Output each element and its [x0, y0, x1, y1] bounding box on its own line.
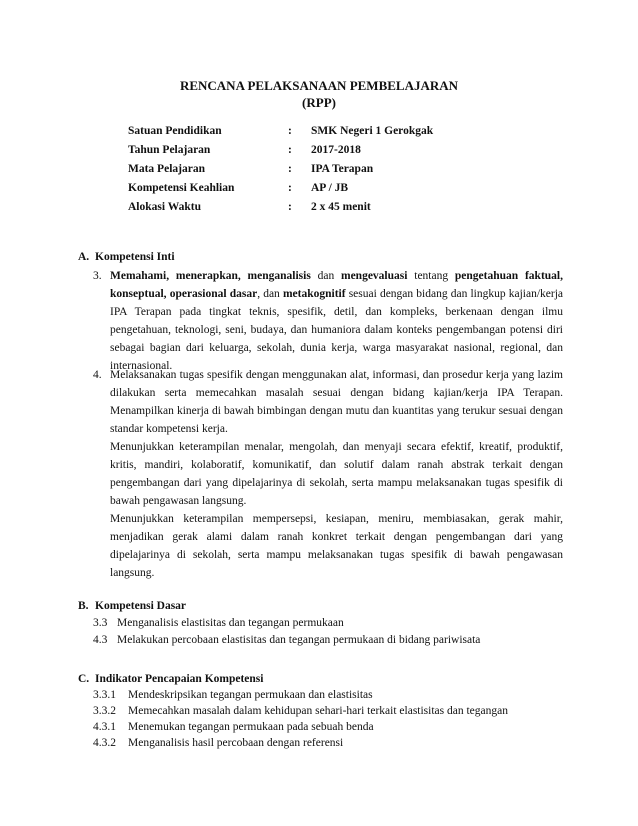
section-title: Kompetensi Inti: [95, 251, 175, 263]
item-text: Menemukan tegangan permukaan pada sebuah benda: [128, 721, 374, 733]
text-plain: , dan: [257, 288, 283, 300]
section-title: Kompetensi Dasar: [95, 600, 187, 612]
item-number: 4.3.1: [93, 721, 116, 733]
section-letter: A.: [78, 251, 90, 263]
section-heading-kompetensi-inti: [78, 251, 175, 263]
info-row-alokasi-waktu: [128, 201, 548, 220]
section-heading-kompetensi-dasar: [78, 600, 186, 612]
item-text: Memecahkan masalah dalam kehidupan sehari-hari terkait elastisitas dan tegangan: [128, 705, 508, 717]
item-number: 3.3.1: [93, 689, 116, 701]
item-text: Menganalisis elastisitas dan tegangan permukaan: [117, 617, 344, 629]
info-separator: :: [288, 125, 292, 137]
info-label: Mata Pelajaran: [128, 163, 205, 175]
info-separator: :: [288, 182, 292, 194]
text-bold: Memahami, menerapkan, menganalisis: [110, 270, 311, 282]
item-number: 4.: [93, 369, 102, 381]
info-separator: :: [288, 201, 292, 213]
section-title: Indikator Pencapaian Kompetensi: [95, 673, 264, 685]
section-letter: C.: [78, 673, 90, 685]
info-value: 2 x 45 menit: [311, 201, 371, 213]
text-plain: dan: [310, 270, 341, 282]
info-value: AP / JB: [311, 182, 349, 194]
section-heading-indikator: [78, 673, 263, 685]
item-text: [110, 267, 563, 375]
info-row-tahun-pelajaran: [128, 144, 548, 163]
kd-item: [93, 634, 480, 646]
info-label: Tahun Pelajaran: [128, 144, 211, 156]
text-bold: metakognitif: [282, 288, 346, 300]
item-text: Melakukan percobaan elastisitas dan tegangan permukaan di bidang pariwisata: [117, 634, 481, 646]
document-subtitle: (RPP): [302, 95, 336, 110]
item-number: 3.3.2: [93, 705, 116, 717]
item-number: 4.3.2: [93, 737, 116, 749]
document-title: RENCANA PELAKSANAAN PEMBELAJARAN: [179, 78, 459, 93]
indikator-item: [93, 721, 374, 733]
info-label: Kompetensi Keahlian: [128, 182, 235, 194]
info-value: SMK Negeri 1 Gerokgak: [311, 125, 434, 137]
info-separator: :: [288, 163, 292, 175]
info-row-satuan-pendidikan: [128, 125, 548, 144]
info-table: [128, 125, 548, 220]
info-value: 2017-2018: [311, 144, 361, 156]
ki-item-4: [93, 366, 563, 582]
item-number: 3.: [93, 270, 102, 282]
info-label: Satuan Pendidikan: [128, 125, 222, 137]
section-letter: B.: [78, 600, 89, 612]
text-bold: pengetahuan faktual, konseptual, operasional dasar: [110, 270, 563, 300]
item-number: 4.3: [93, 634, 108, 646]
paragraph: Menunjukkan keterampilan menalar, mengolah, dan menyaji secara efektif, kreatif, produktif, kritis, mandiri, kolaboratif, komunikatif, dan solutif dalam ranah abstrak terkait dengan pengembangan dari yang dipelajarinya di sekolah, serta mampu melaksanakan tugas spesifik di bawah pengawasan langsung.: [110, 441, 563, 507]
indikator-item: [93, 737, 343, 749]
indikator-item: [93, 705, 508, 717]
text-bold: mengevaluasi: [341, 270, 408, 282]
info-value: IPA Terapan: [311, 163, 374, 175]
ki-item-3: [93, 267, 563, 375]
info-row-kompetensi-keahlian: [128, 182, 548, 201]
text-plain: sesuai dengan bidang dan lingkup kajian/kerja IPA Terapan pada tingkat teknis, spesifik, detil, dan kompleks, berkenaan dengan ilmu pengetahuan, teknologi, seni, budaya, dan humaniora dalam konteks pengembangan potensi diri sebagai bagian dari keluarga, sekolah, dunia kerja, warga masyarakat nasional, regional, dan internasional.: [110, 288, 564, 372]
kd-item: [93, 617, 344, 629]
info-row-mata-pelajaran: [128, 163, 548, 182]
item-text: Mendeskripsikan tegangan permukaan dan elastisitas: [128, 689, 373, 701]
item-text: [110, 366, 563, 582]
text-plain: tentang: [407, 270, 455, 282]
item-number: 3.3: [93, 617, 108, 629]
indikator-item: [93, 689, 373, 701]
paragraph: Menunjukkan keterampilan mempersepsi, kesiapan, meniru, membiasakan, gerak mahir, menjadikan gerak alami dalam ranah konkret terkait dengan pengembangan dari yang dipelajarinya di sekolah, serta mampu melaksanakan tugas spesifik di bawah pengawasan langsung.: [110, 513, 563, 579]
info-label: Alokasi Waktu: [128, 201, 201, 213]
info-separator: :: [288, 144, 292, 156]
paragraph: Melaksanakan tugas spesifik dengan menggunakan alat, informasi, dan prosedur kerja yang lazim dilakukan serta memecahkan masalah sesuai dengan bidang kajian/kerja IPA Terapan. Menampilkan kinerja di bawah bimbingan dengan mutu dan kuantitas yang terukur sesuai dengan standar kompetensi kerja.: [110, 369, 563, 435]
item-text: Menganalisis hasil percobaan dengan referensi: [128, 737, 344, 749]
